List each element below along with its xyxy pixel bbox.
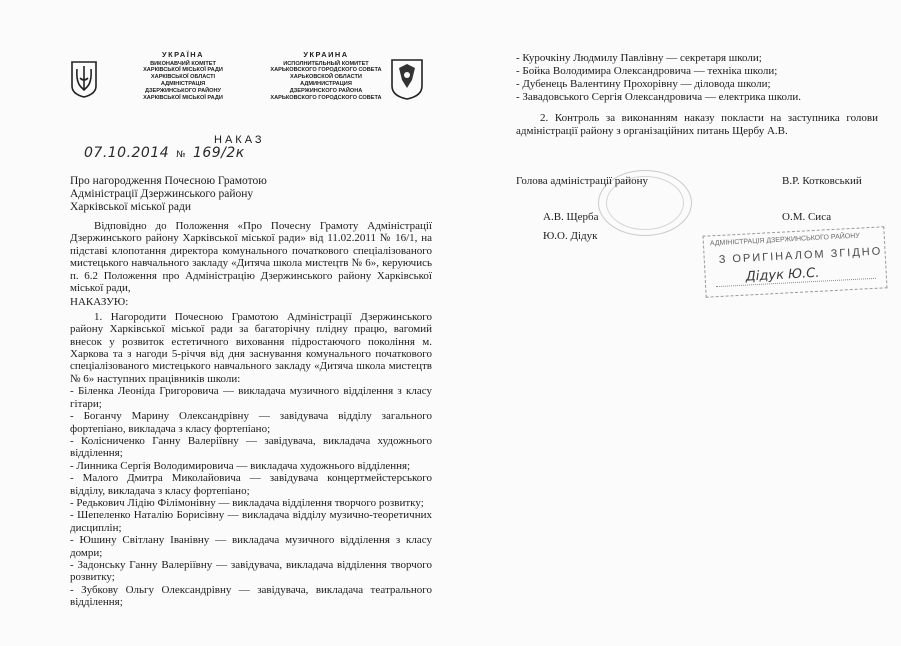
stamp-main-text: З ОРИГІНАЛОМ ЗГІДНО <box>718 245 883 266</box>
letterhead-line: АДМІНІСТРАЦІЯ <box>160 81 206 88</box>
letterhead-line: ХАРЬКОВСКОГО ГОРОДСКОГО СОВЕТА <box>270 94 382 101</box>
subject-line: Про нагородження Почесною Грамотою <box>70 175 267 187</box>
country-ua: УКРАЇНА <box>162 50 204 59</box>
city-crest-icon <box>390 58 424 100</box>
list-item: - Малого Дмитра Миколайовича — завідувача концертмейстерського відділу, викладача з класу фортепіано; <box>70 472 432 497</box>
order-body-left <box>70 220 432 609</box>
list-item: - Курочкіну Людмилу Павлівну — секретаря школи; <box>516 52 762 64</box>
country-ru: УКРАИНА <box>303 50 349 59</box>
approver-name-right: О.М. Сиса <box>782 211 832 223</box>
certified-copy-stamp <box>703 226 888 297</box>
letterhead-line: ХАРКІВСЬКОЇ МІСЬКОЇ РАДИ <box>143 94 223 101</box>
awardee-list-left <box>70 385 432 608</box>
approver-name-left: А.В. Щерба <box>543 211 599 223</box>
letterhead-line: ХАРЬКОВСКОГО ГОРОДСКОГО СОВЕТА <box>270 67 382 74</box>
item-2-paragraph: 2. Контроль за виконанням наказу покласти на заступника голови адміністрації району з організаційних питань Щербу А.В. <box>516 112 878 137</box>
order-date: 07.10.2014 <box>84 145 170 161</box>
order-word: НАКАЗУЮ: <box>70 296 129 309</box>
letterhead <box>60 50 440 130</box>
list-item: - Задонську Ганну Валеріївну — завідувача, викладача відділення творчого розвитку; <box>70 558 432 584</box>
letterhead-ukrainian <box>118 52 248 101</box>
head-name: В.Р. Котковський <box>782 175 862 187</box>
letterhead-line: АДМИНИСТРАЦИЯ <box>300 81 352 88</box>
list-item: - Редькович Лідію Філімонівну — викладача відділення творчого розвитку; <box>70 496 424 509</box>
letterhead-line: ИСПОЛНИТЕЛЬНЫЙ КОМИТЕТ <box>283 60 369 67</box>
letterhead-line: ХАРКІВСЬКОЇ МІСЬКОЇ РАДИ <box>143 67 223 74</box>
preamble-paragraph: Відповідно до Положення «Про Почесну Грамоту Адміністрації Дзержинського району Харківської міської ради» від 11.02.2011 № 16/1, на підставі клопотання директора комунального початкового спеціалізованого мистецького навчального закладу «Дитяча школа мистецтв № 6», керуючись п. 6.2 Положення про Адміністрацію Дзержинського району Харківської міської ради, <box>70 220 432 295</box>
stamp-handwritten: Дідук Ю.С. <box>745 265 820 285</box>
stamp-header: АДМІНІСТРАЦІЯ ДЗЕРЖИНСЬКОГО РАЙОНУ <box>709 232 860 248</box>
list-item: - Линника Сергія Володимировича — викладача художнього відділення; <box>70 459 411 472</box>
date-number-line <box>84 145 245 161</box>
list-item: - Завадовського Сергія Олександровича — електрика школи. <box>516 91 801 103</box>
number-sign: № <box>176 150 186 160</box>
awardee-list-right <box>516 52 878 104</box>
order-number: 169/2к <box>192 145 245 161</box>
list-item: - Юшину Світлану Іванівну — викладача музичного відділення з класу домри; <box>70 534 432 559</box>
list-item: - Дубенець Валентину Прохорівну — діловода школи; <box>516 78 771 90</box>
list-item: - Шепеленко Наталію Борисівну — викладача відділу музично-теоретичних дисциплін; <box>70 509 432 534</box>
item-1-paragraph: 1. Нагородити Почесною Грамотою Адміністрації Дзержинського району Харківської міської ради за багаторічну плідну працю, вагомий внесок у розвиток естетичного виховання підростаючого покоління м. Харкова та з нагоди 5-річчя від дня заснування комунального початкового спеціалізованого мистецького навчального закладу «Дитяча школа мистецтв № 6» наступних працівників школи: <box>70 310 432 385</box>
list-item: - Бойка Володимира Олександровича — техніка школи; <box>516 65 778 77</box>
subject-line: Адміністрації Дзержинського району <box>70 188 254 200</box>
letterhead-line: ДЗЕРЖИНСКОГО РАЙОНА <box>289 87 363 94</box>
trident-emblem-icon <box>70 60 98 98</box>
subject-line: Харківської міської ради <box>70 201 191 213</box>
order-subject <box>70 175 267 214</box>
letterhead-russian <box>256 52 396 101</box>
list-item: - Колісниченко Ганну Валеріївну — завідувача, викладача художнього відділення; <box>70 434 432 460</box>
list-item: - Зубкову Ольгу Олександрівну — завідувача, викладача театрального відділення; <box>70 583 432 609</box>
document-title: НАКАЗ <box>214 134 265 146</box>
letterhead-line: ДЗЕРЖИНСЬКОГО РАЙОНУ <box>144 87 222 94</box>
letterhead-line: ХАРЬКОВСКОЙ ОБЛАСТИ <box>290 73 362 80</box>
approver-name-bottom: Ю.О. Дідук <box>543 230 598 242</box>
list-item: - Біленка Леоніда Григоровича — викладача музичного відділення з класу гітари; <box>70 385 432 410</box>
letterhead-line: ВИКОНАВЧИЙ КОМІТЕТ <box>150 60 216 67</box>
list-item: - Боганчу Марину Олександрівну — завідувача відділу загального фортепіано, викладача з класу фортепіано; <box>70 410 432 435</box>
letterhead-line: ХАРКІВСЬКОЇ ОБЛАСТІ <box>150 73 216 80</box>
head-title: Голова адміністрації району <box>516 175 648 187</box>
